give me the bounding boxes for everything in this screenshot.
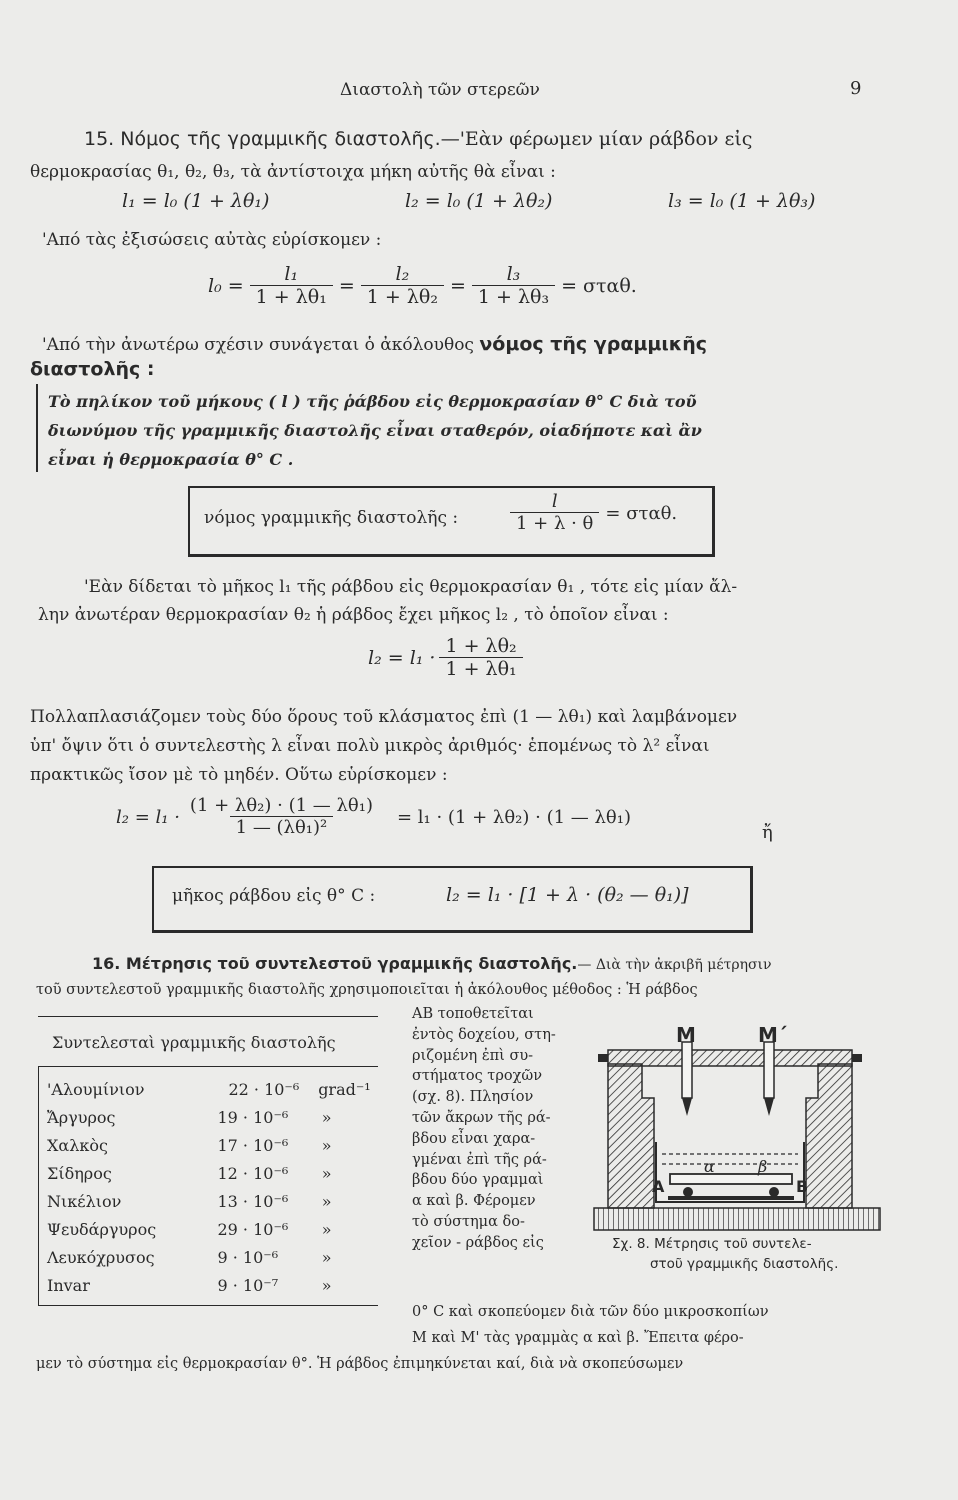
material-name: Χαλκὸς — [47, 1135, 108, 1155]
vessel — [656, 1142, 804, 1202]
material-name: Ψευδάργυρος — [47, 1219, 157, 1239]
section-15-heading-line — [84, 128, 752, 150]
law-name-2: διαστολῆς : — [30, 358, 155, 380]
table-row — [39, 1271, 378, 1299]
fraction-3-num: l₃ — [506, 263, 521, 285]
law-intro-line — [42, 333, 707, 355]
law-intro: 'Από τὴν ἀνωτέρω σχέσιν συνάγεται ὁ ἀκόλουθος — [42, 335, 474, 355]
closing-line-2: Μ καὶ Μ' τὰς γραμμὰς α καὶ β. Ἔπειτα φέρο- — [412, 1330, 744, 1346]
law-box-fraction — [510, 492, 599, 534]
material-name: Invar — [47, 1275, 90, 1295]
law-box-formula — [510, 492, 677, 534]
eq-l3: l₃ = l₀ (1 + λθ₃) — [668, 190, 816, 212]
label-M: M — [676, 1024, 696, 1047]
eq3-fraction — [184, 796, 379, 838]
section-15-intro-2: θερμοκρασίας θ₁, θ₂, θ₃, τὰ ἀντίστοιχα μήκη αὐτῆς θὰ εἶναι : — [30, 162, 556, 182]
eq2 — [368, 636, 523, 681]
law-left-rule — [36, 384, 38, 472]
table-body — [38, 1067, 378, 1306]
narrow-column-text — [412, 1004, 556, 1254]
column-line: α καὶ β. Φέρομεν — [412, 1193, 536, 1210]
eq3-or: ἤ — [762, 822, 773, 843]
law-text-1: Τὸ πηλίκον τοῦ μήκους ( l ) τῆς ῥάβδου εἰς θερμοκρασίαν θ° C διὰ τοῦ — [48, 392, 697, 411]
table-title: Συντελεσταὶ γραμμικῆς διαστολῆς — [38, 1016, 378, 1067]
closing-line-1: 0° C καὶ σκοπεύομεν διὰ τῶν δύο μικροσκοπίων — [412, 1304, 769, 1320]
section-15-intro: —'Εὰν φέρωμεν μίαν ράβδον εἰς — [440, 128, 753, 150]
law-box — [188, 486, 715, 557]
material-name: Ἄργυρος — [47, 1107, 116, 1127]
figure-base — [594, 1208, 880, 1230]
table-row — [39, 1187, 378, 1215]
fraction-1-num: l₁ — [284, 263, 299, 285]
fraction-1-den: 1 + λθ₁ — [250, 285, 333, 309]
label-beta: β — [758, 1157, 768, 1176]
section-15-heading: 15. Νόμος τῆς γραμμικῆς διαστολῆς. — [84, 128, 441, 150]
law-name-1: νόμος τῆς γραμμικῆς — [479, 333, 708, 355]
from-equations: 'Από τὰς ἐξισώσεις αὐτὰς εὑρίσκομεν : — [42, 230, 382, 250]
section-16-heading: 16. Μέτρησις τοῦ συντελεστοῦ γραμμικῆς διαστολῆς. — [92, 954, 578, 973]
eq3-left: l₂ = l₁ · — [116, 806, 180, 828]
eq2-num: 1 + λθ₂ — [445, 635, 517, 657]
coefficient-value: 17 · 10⁻⁶ — [217, 1135, 289, 1155]
column-line: βδου εἶναι χαρα- — [412, 1130, 536, 1147]
table-row — [39, 1159, 378, 1187]
coefficient-value: 12 · 10⁻⁶ — [217, 1163, 289, 1183]
coefficient-value: 19 · 10⁻⁶ — [217, 1107, 289, 1127]
length-box-formula: l₂ = l₁ · [1 + λ · (θ₂ — θ₁)] — [446, 884, 689, 906]
running-title: Διαστολὴ τῶν στερεῶν — [340, 80, 540, 100]
l0-symbol: l₀ = — [208, 275, 244, 298]
law-box-const: = σταθ. — [605, 502, 678, 524]
page-number: 9 — [850, 78, 862, 99]
law-text-2: διωνύμου τῆς γραμμικῆς διαστολῆς εἶναι σταθερόν, οἱαδήποτε καὶ ἂν — [48, 421, 702, 440]
label-A: A — [652, 1177, 665, 1196]
left-support — [608, 1064, 654, 1208]
section-16-intro-1: — Διὰ τὴν ἀκριβῆ μέτρησιν — [577, 957, 772, 973]
p3-line-1: Πολλαπλασιάζομεν τοὺς δύο ὅρους τοῦ κλάσματος ἐπὶ (1 — λθ₁) καὶ λαμβάνομεν — [30, 707, 738, 727]
p3-line-2: ὑπ' ὄψιν ὅτι ὁ συντελεστὴς λ εἶναι πολὺ μικρὸς ἀριθμός· ἑπομένως τὸ λ² εἶναι — [30, 736, 710, 756]
section-16-intro-2: τοῦ συντελεστοῦ γραμμικῆς διαστολῆς χρησιμοποιεῖται ἡ ἀκόλουθος μέθοδος : Ἡ ράβδος — [36, 982, 698, 998]
eq2-left: l₂ = l₁ · — [368, 647, 436, 670]
column-line: χεῖον - ράβδος εἰς — [412, 1234, 544, 1251]
coefficient-value: 9 · 10⁻⁷ — [217, 1275, 279, 1295]
fraction-1 — [250, 264, 333, 309]
fraction-2 — [361, 264, 444, 309]
eq3 — [116, 796, 631, 838]
column-line: τὸ σύστημα δο- — [412, 1213, 525, 1230]
equals-2: = — [449, 275, 466, 298]
material-name: 'Αλουμίνιον — [47, 1079, 145, 1099]
fraction-3 — [472, 264, 555, 309]
equals-1: = — [338, 275, 355, 298]
table-row — [39, 1243, 378, 1271]
label-B: B — [796, 1177, 809, 1196]
wheel-2 — [769, 1187, 779, 1197]
length-box — [152, 866, 753, 933]
fraction-2-den: 1 + λθ₂ — [361, 285, 444, 309]
length-box-label: μῆκος ράβδου εἰς θ° C : — [172, 886, 376, 906]
table-row — [39, 1103, 378, 1131]
top-beam — [608, 1050, 852, 1066]
label-M-prime: M΄ — [758, 1024, 787, 1047]
ditto-mark: » — [321, 1135, 332, 1155]
right-knob — [852, 1054, 862, 1062]
law-box-label: νόμος γραμμικῆς διαστολῆς : — [204, 508, 459, 528]
ditto-mark: » — [321, 1275, 332, 1295]
right-support — [806, 1064, 852, 1208]
section-16-heading-line — [92, 954, 772, 973]
eq3-num: (1 + λθ₂) · (1 — λθ₁) — [189, 795, 373, 816]
fraction-3-den: 1 + λθ₃ — [472, 285, 555, 309]
eq3-den: 1 — (λθ₁)² — [230, 816, 334, 839]
ditto-mark: » — [321, 1107, 332, 1127]
column-line: ριζομένη ἐπὶ συ- — [412, 1047, 534, 1064]
law-text-3: εἶναι ἡ θερμοκρασία θ° C . — [48, 450, 294, 469]
eq-l1: l₁ = l₀ (1 + λθ₁) — [122, 190, 270, 212]
column-line: γμέναι ἐπὶ τῆς ρά- — [412, 1151, 547, 1168]
p3-line-3: πρακτικῶς ἴσον μὲ τὸ μηδέν. Οὕτω εὑρίσκομεν : — [30, 765, 448, 785]
table-row — [39, 1131, 378, 1159]
figure-caption-2: στοῦ γραμμικῆς διαστολῆς. — [650, 1256, 839, 1272]
figure-caption-1: Σχ. 8. Μέτρησις τοῦ συντελε- — [612, 1236, 812, 1252]
label-alpha: α — [704, 1157, 715, 1176]
p2-line-1: 'Εὰν δίδεται τὸ μῆκος l₁ τῆς ράβδου εἰς θερμοκρασίαν θ₁ , τότε εἰς μίαν ἄλ- — [84, 577, 738, 597]
column-line: στήματος τροχῶν — [412, 1068, 543, 1085]
eq2-den: 1 + λθ₁ — [439, 657, 522, 681]
microscope-m — [682, 1042, 692, 1098]
figure-8-apparatus — [588, 1024, 884, 1256]
table-row — [39, 1215, 378, 1243]
p2-line-2: λην ἀνωτέραν θερμοκρασίαν θ₂ ἡ ράβδος ἔχει μῆκος l₂ , τὸ ὁποῖον εἶναι : — [38, 605, 669, 625]
material-name: Σίδηρος — [47, 1163, 112, 1183]
eq-l2: l₂ = l₀ (1 + λθ₂) — [405, 190, 553, 212]
column-line: (σχ. 8). Πλησίον — [412, 1089, 534, 1106]
column-line: ΑΒ τοποθετεῖται — [412, 1006, 534, 1022]
column-line: βδου δύο γραμμαὶ — [412, 1172, 544, 1189]
const-1: = σταθ. — [561, 275, 637, 298]
l0-equation — [208, 264, 637, 309]
ditto-mark: » — [321, 1219, 332, 1239]
left-knob — [598, 1054, 608, 1062]
wheel-1 — [683, 1187, 693, 1197]
ditto-mark: » — [321, 1191, 332, 1211]
closing-line-3: μεν τὸ σύστημα εἰς θερμοκρασίαν θ°. Ἡ ράβδος ἐπιμηκύνεται καί, διὰ νὰ σκοπεύσωμεν — [36, 1356, 684, 1372]
coefficient-table — [38, 1016, 378, 1306]
fraction-2-num: l₂ — [395, 263, 410, 285]
eq3-right: = l₁ · (1 + λθ₂) · (1 — λθ₁) — [396, 806, 631, 828]
coefficient-value: 9 · 10⁻⁶ — [217, 1247, 279, 1267]
column-line: τῶν ἄκρων τῆς ρά- — [412, 1109, 551, 1126]
law-box-den: 1 + λ · θ — [510, 512, 599, 535]
table-row — [39, 1075, 378, 1103]
material-name: Νικέλιον — [47, 1191, 122, 1211]
material-name: Λευκόχρυσος — [47, 1247, 155, 1267]
law-box-num: l — [551, 491, 558, 512]
unit-label: grad⁻¹ — [318, 1079, 371, 1099]
column-line: ἐντὸς δοχείου, στη- — [412, 1026, 556, 1043]
eq2-fraction — [439, 636, 522, 681]
ditto-mark: » — [321, 1163, 332, 1183]
ditto-mark: » — [321, 1247, 332, 1267]
microscope-m-prime — [764, 1042, 774, 1098]
coefficient-value: 13 · 10⁻⁶ — [217, 1191, 289, 1211]
coefficient-value: 22 · 10⁻⁶ — [228, 1079, 300, 1099]
coefficient-value: 29 · 10⁻⁶ — [217, 1219, 289, 1239]
rod-ab — [670, 1174, 792, 1184]
